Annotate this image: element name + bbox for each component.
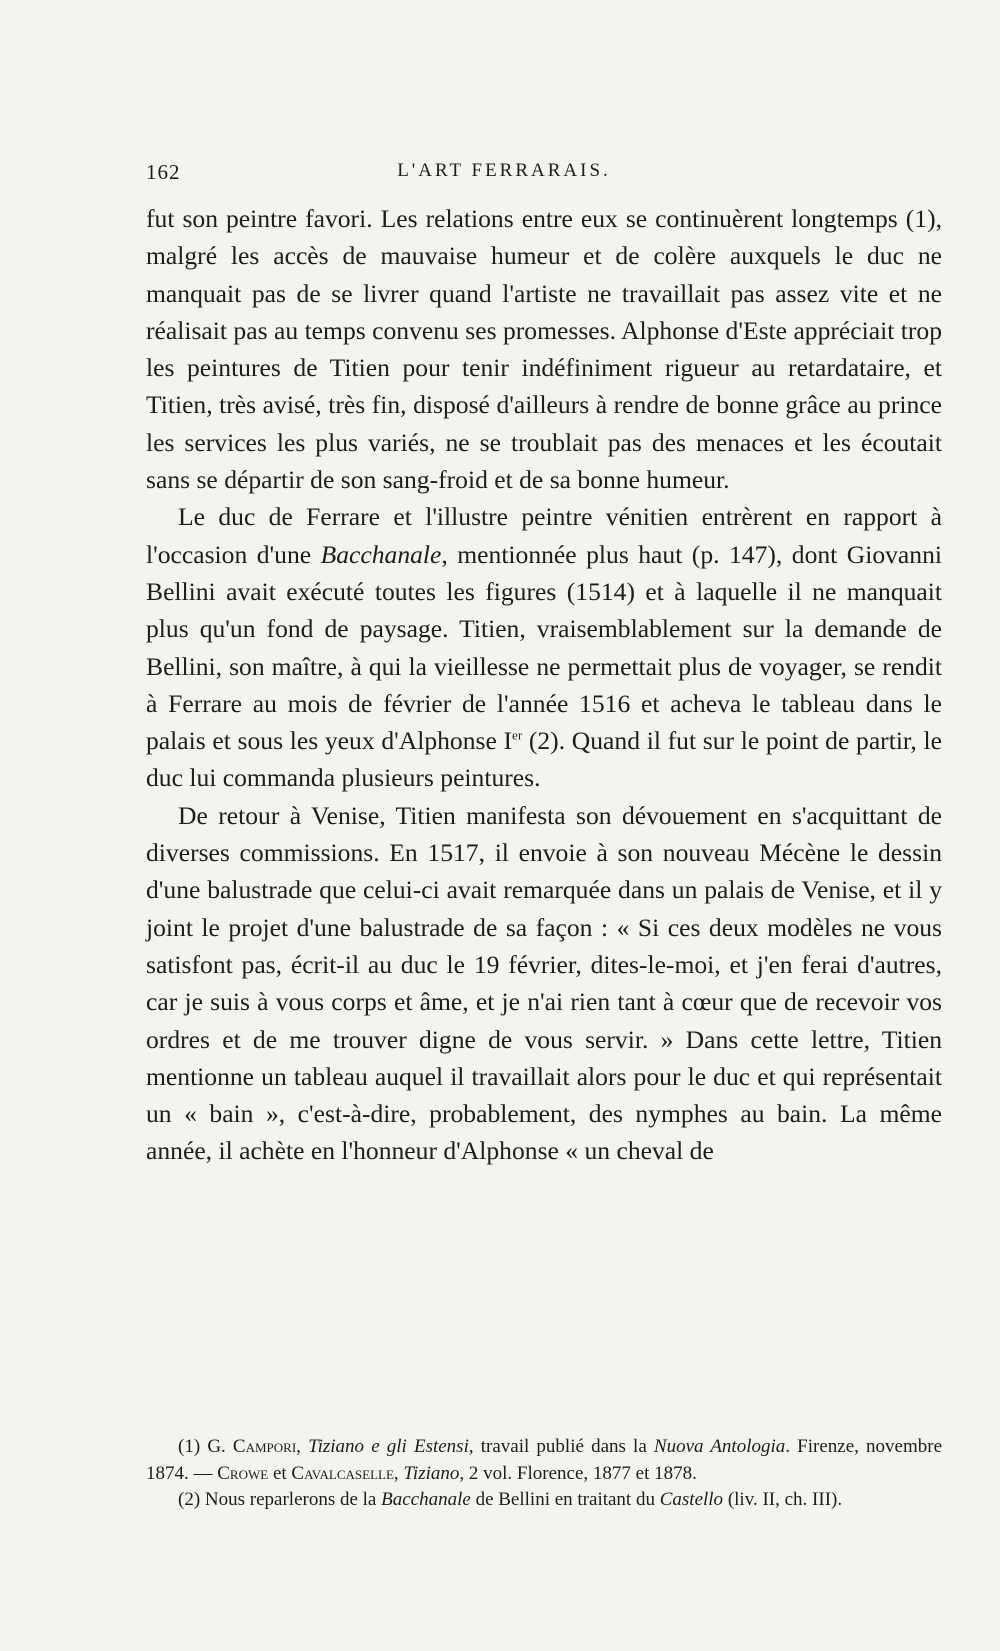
footnote-1-text-2: . Firenze, novembre 1874. — — [146, 1436, 943, 1484]
footnote-1-and: et — [268, 1462, 292, 1484]
footnote-2-marker: (2) — [178, 1489, 205, 1510]
paragraph-1: fut son peintre favori. Les relations entre eux se continuèrent longtemps (1), malgré les accès de mauvaise humeur et de colère auxquels le duc ne manquait pas de se livrer quand l'artiste ne travaillait pas assez vite et ne réalisait pas au temps convenu ses promesses. Alphonse d'Este appréciait trop les peintures de Titien pour tenir indéfiniment rigueur au retardataire, et Titien, très avisé, très fin, disposé d'ailleurs à rendre de bonne grâce au prince les services les plus variés, ne se troublait pas des menaces et les écoutait sans se départir de son sang-froid et de sa bonne humeur. — [146, 204, 942, 495]
footnote-1-author-3: Cavalcaselle — [291, 1462, 394, 1484]
page-header — [146, 160, 862, 190]
body-text — [146, 200, 942, 1170]
footnote-2-italic-1: Bacchanale — [381, 1489, 471, 1510]
page-number: 162 — [146, 160, 181, 184]
paragraph-2-italic-title: Bacchanale — [320, 539, 442, 569]
footnotes — [146, 1434, 942, 1514]
footnote-2 — [146, 1487, 942, 1514]
footnote-1-text: , travail publié dans la — [468, 1436, 654, 1457]
paragraph-2-text-c: (2). Quand il fut sur le point de partir, le duc lui commanda plusieurs peintures. — [146, 726, 942, 793]
footnote-1 — [146, 1434, 942, 1487]
footnote-1-title: Tiziano e gli Estensi — [308, 1436, 469, 1457]
footnote-2-text-2: de Bellini en traitant du — [470, 1489, 660, 1510]
paragraph-2 — [146, 498, 942, 796]
paragraph-2-text-a: Le duc de Ferrare et l'illustre peintre vénitien entrèrent en rapport à l'occasion d'une — [146, 502, 942, 569]
footnote-1-end: , 2 vol. Florence, 1877 et 1878. — [459, 1462, 697, 1484]
paragraph-2-superscript: er — [512, 727, 523, 743]
footnote-1-author-2: Crowe — [217, 1462, 269, 1484]
footnote-1-journal: Nuova Antologia — [653, 1436, 786, 1457]
paragraph-3: De retour à Venise, Titien manifesta son dévouement en s'acquittant de diverses commissions. En 1517, il envoie à son nouveau Mécène le dessin d'une balustrade que celui-ci avait remarquée dans un palais de Venise, et il y joint le projet d'une balustrade de sa façon : « Si ces deux modèles ne vous satisfont pas, écrit-il au duc le 19 février, dites-le-moi, et j'en ferai d'autres, car je suis à vous corps et âme, et je n'ai rien tant à cœur que de recevoir vos ordres et de me trouver digne de vous servir. » Dans cette lettre, Titien mentionne un tableau auquel il travaillait alors pour le duc et qui représentait un « bain », c'est-à-dire, probablement, des nymphes au bain. La même année, il achète en l'honneur d'Alphonse « un cheval de — [146, 800, 942, 1166]
footnote-2-italic-2: Castello — [659, 1489, 724, 1510]
running-title: L'ART FERRARAIS. — [397, 160, 611, 181]
footnote-1-author: G. Campori — [207, 1436, 297, 1457]
paragraph-2-text-b: , mentionnée plus haut (p. 147), dont Giovanni Bellini avait exécuté toutes les figures (1514) et à laquelle il ne manquait plus qu'un fond de paysage. Titien, vraisemblablement sur la demande de Bellini, son maître, à qui la vieillesse ne permettait plus de voyager, se rendit à Ferrare au mois de février de l'année 1516 et acheva le tableau dans le palais et sous les yeux d'Alphonse I — [146, 539, 942, 756]
footnote-2-text: Nous reparlerons de la — [204, 1489, 382, 1510]
footnote-2-end: (liv. II, ch. III). — [723, 1489, 843, 1510]
footnote-1-sep-2: , — [393, 1462, 404, 1484]
footnote-1-sep: , — [296, 1436, 309, 1457]
footnote-1-title-2: Tiziano — [403, 1462, 460, 1484]
footnote-1-marker: (1) — [178, 1436, 208, 1457]
